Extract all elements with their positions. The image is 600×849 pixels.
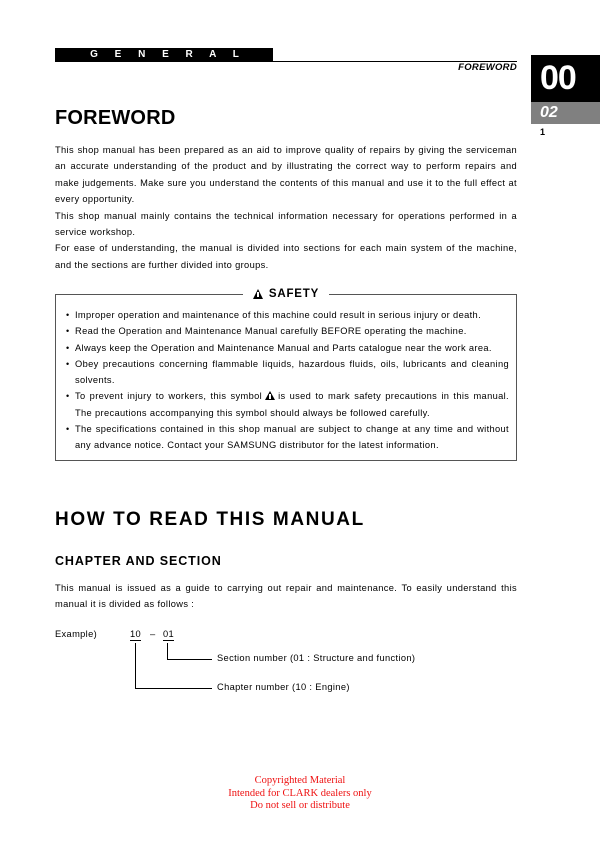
symbol-item-after: is used to mark safety precautions in this manual. The precautions accompanying this symbol should always be followed carefully. bbox=[75, 391, 509, 418]
footer-line-1: Copyrighted Material bbox=[254, 775, 346, 786]
intro-paragraph-1: This shop manual has been prepared as an aid to improve quality of repairs by giving the serviceman an accurate understanding of the product and by illustrating the correct way to perform repairs and make judgements. Make sure you understand the contents of this manual and use it to the full effect at every opportunity. bbox=[55, 145, 517, 205]
symbol-item-before: To prevent injury to workers, this symbol bbox=[75, 391, 263, 402]
safety-item-text-with-symbol bbox=[75, 388, 509, 421]
example-dash: – bbox=[150, 629, 156, 639]
footer-line-2: Intended for CLARK dealers only bbox=[228, 787, 372, 799]
tab-chapter-number: 00 bbox=[531, 55, 600, 102]
example-label: Example) bbox=[55, 629, 98, 639]
list-item bbox=[66, 340, 509, 356]
example-chapter-digits: 10 bbox=[130, 629, 142, 639]
safety-bullet-list bbox=[66, 307, 509, 454]
footer-line-3: Do not sell or distribute bbox=[250, 800, 350, 811]
section-tag-banner: G E N E R A L bbox=[55, 48, 273, 62]
example-section-digits: 01 bbox=[163, 629, 175, 639]
tab-section-number: 02 bbox=[531, 102, 600, 124]
example-section-caption: Section number (01 : Structure and function) bbox=[217, 653, 416, 663]
bullet-marker: • bbox=[66, 310, 70, 320]
safety-item-text: Read the Operation and Maintenance Manual carefully BEFORE operating the machine. bbox=[75, 326, 467, 337]
list-item bbox=[66, 323, 509, 339]
list-item bbox=[66, 307, 509, 323]
list-item bbox=[66, 388, 509, 421]
intro-paragraph-2: This shop manual mainly contains the technical information necessary for operations performed in a service workshop. bbox=[55, 210, 517, 238]
bullet-marker: • bbox=[66, 342, 70, 353]
header-right-label: FOREWORD bbox=[458, 62, 517, 73]
chapter-tab-block bbox=[531, 55, 600, 137]
list-item bbox=[66, 421, 509, 454]
example-diagram bbox=[55, 629, 485, 704]
bullet-marker: • bbox=[66, 326, 70, 337]
list-item bbox=[66, 356, 509, 389]
chapter-and-section-title: CHAPTER AND SECTION bbox=[55, 554, 222, 569]
warning-triangle-icon bbox=[253, 289, 263, 299]
safety-title: SAFETY bbox=[268, 288, 320, 300]
bullet-marker: • bbox=[66, 358, 70, 369]
safety-item-text: Always keep the Operation and Maintenance Manual and Parts catalogue near the work area. bbox=[75, 342, 492, 353]
intro-text-block bbox=[55, 142, 517, 273]
example-chapter-caption: Chapter number (10 : Engine) bbox=[217, 682, 350, 692]
copyright-footer bbox=[0, 775, 600, 813]
tab-page-number: 1 bbox=[540, 127, 546, 137]
bullet-marker: • bbox=[66, 424, 70, 435]
safety-box-legend bbox=[55, 286, 517, 302]
bullet-marker: • bbox=[66, 391, 70, 402]
safety-item-text: The specifications contained in this shop manual are subject to change at any time and without any advance notice. Contact your SAMSUNG distributor for the latest information. bbox=[75, 424, 509, 451]
how-to-read-body bbox=[55, 580, 517, 613]
how-to-read-paragraph: This manual is issued as a guide to carrying out repair and maintenance. To easily understand this manual it is divided as follows : bbox=[55, 583, 517, 610]
page-title: FOREWORD bbox=[55, 107, 176, 130]
intro-paragraph-3: For ease of understanding, the manual is divided into sections for each main system of the machine, and the sections are further divided into groups. bbox=[55, 243, 517, 270]
warning-triangle-icon-inline bbox=[265, 391, 275, 400]
safety-item-text: Obey precautions concerning flammable liquids, hazardous fluids, oils, lubricants and cleaning solvents. bbox=[75, 358, 509, 386]
safety-item-text: Improper operation and maintenance of this machine could result in serious injury or death. bbox=[75, 310, 481, 320]
how-to-read-title: HOW TO READ THIS MANUAL bbox=[55, 508, 365, 530]
